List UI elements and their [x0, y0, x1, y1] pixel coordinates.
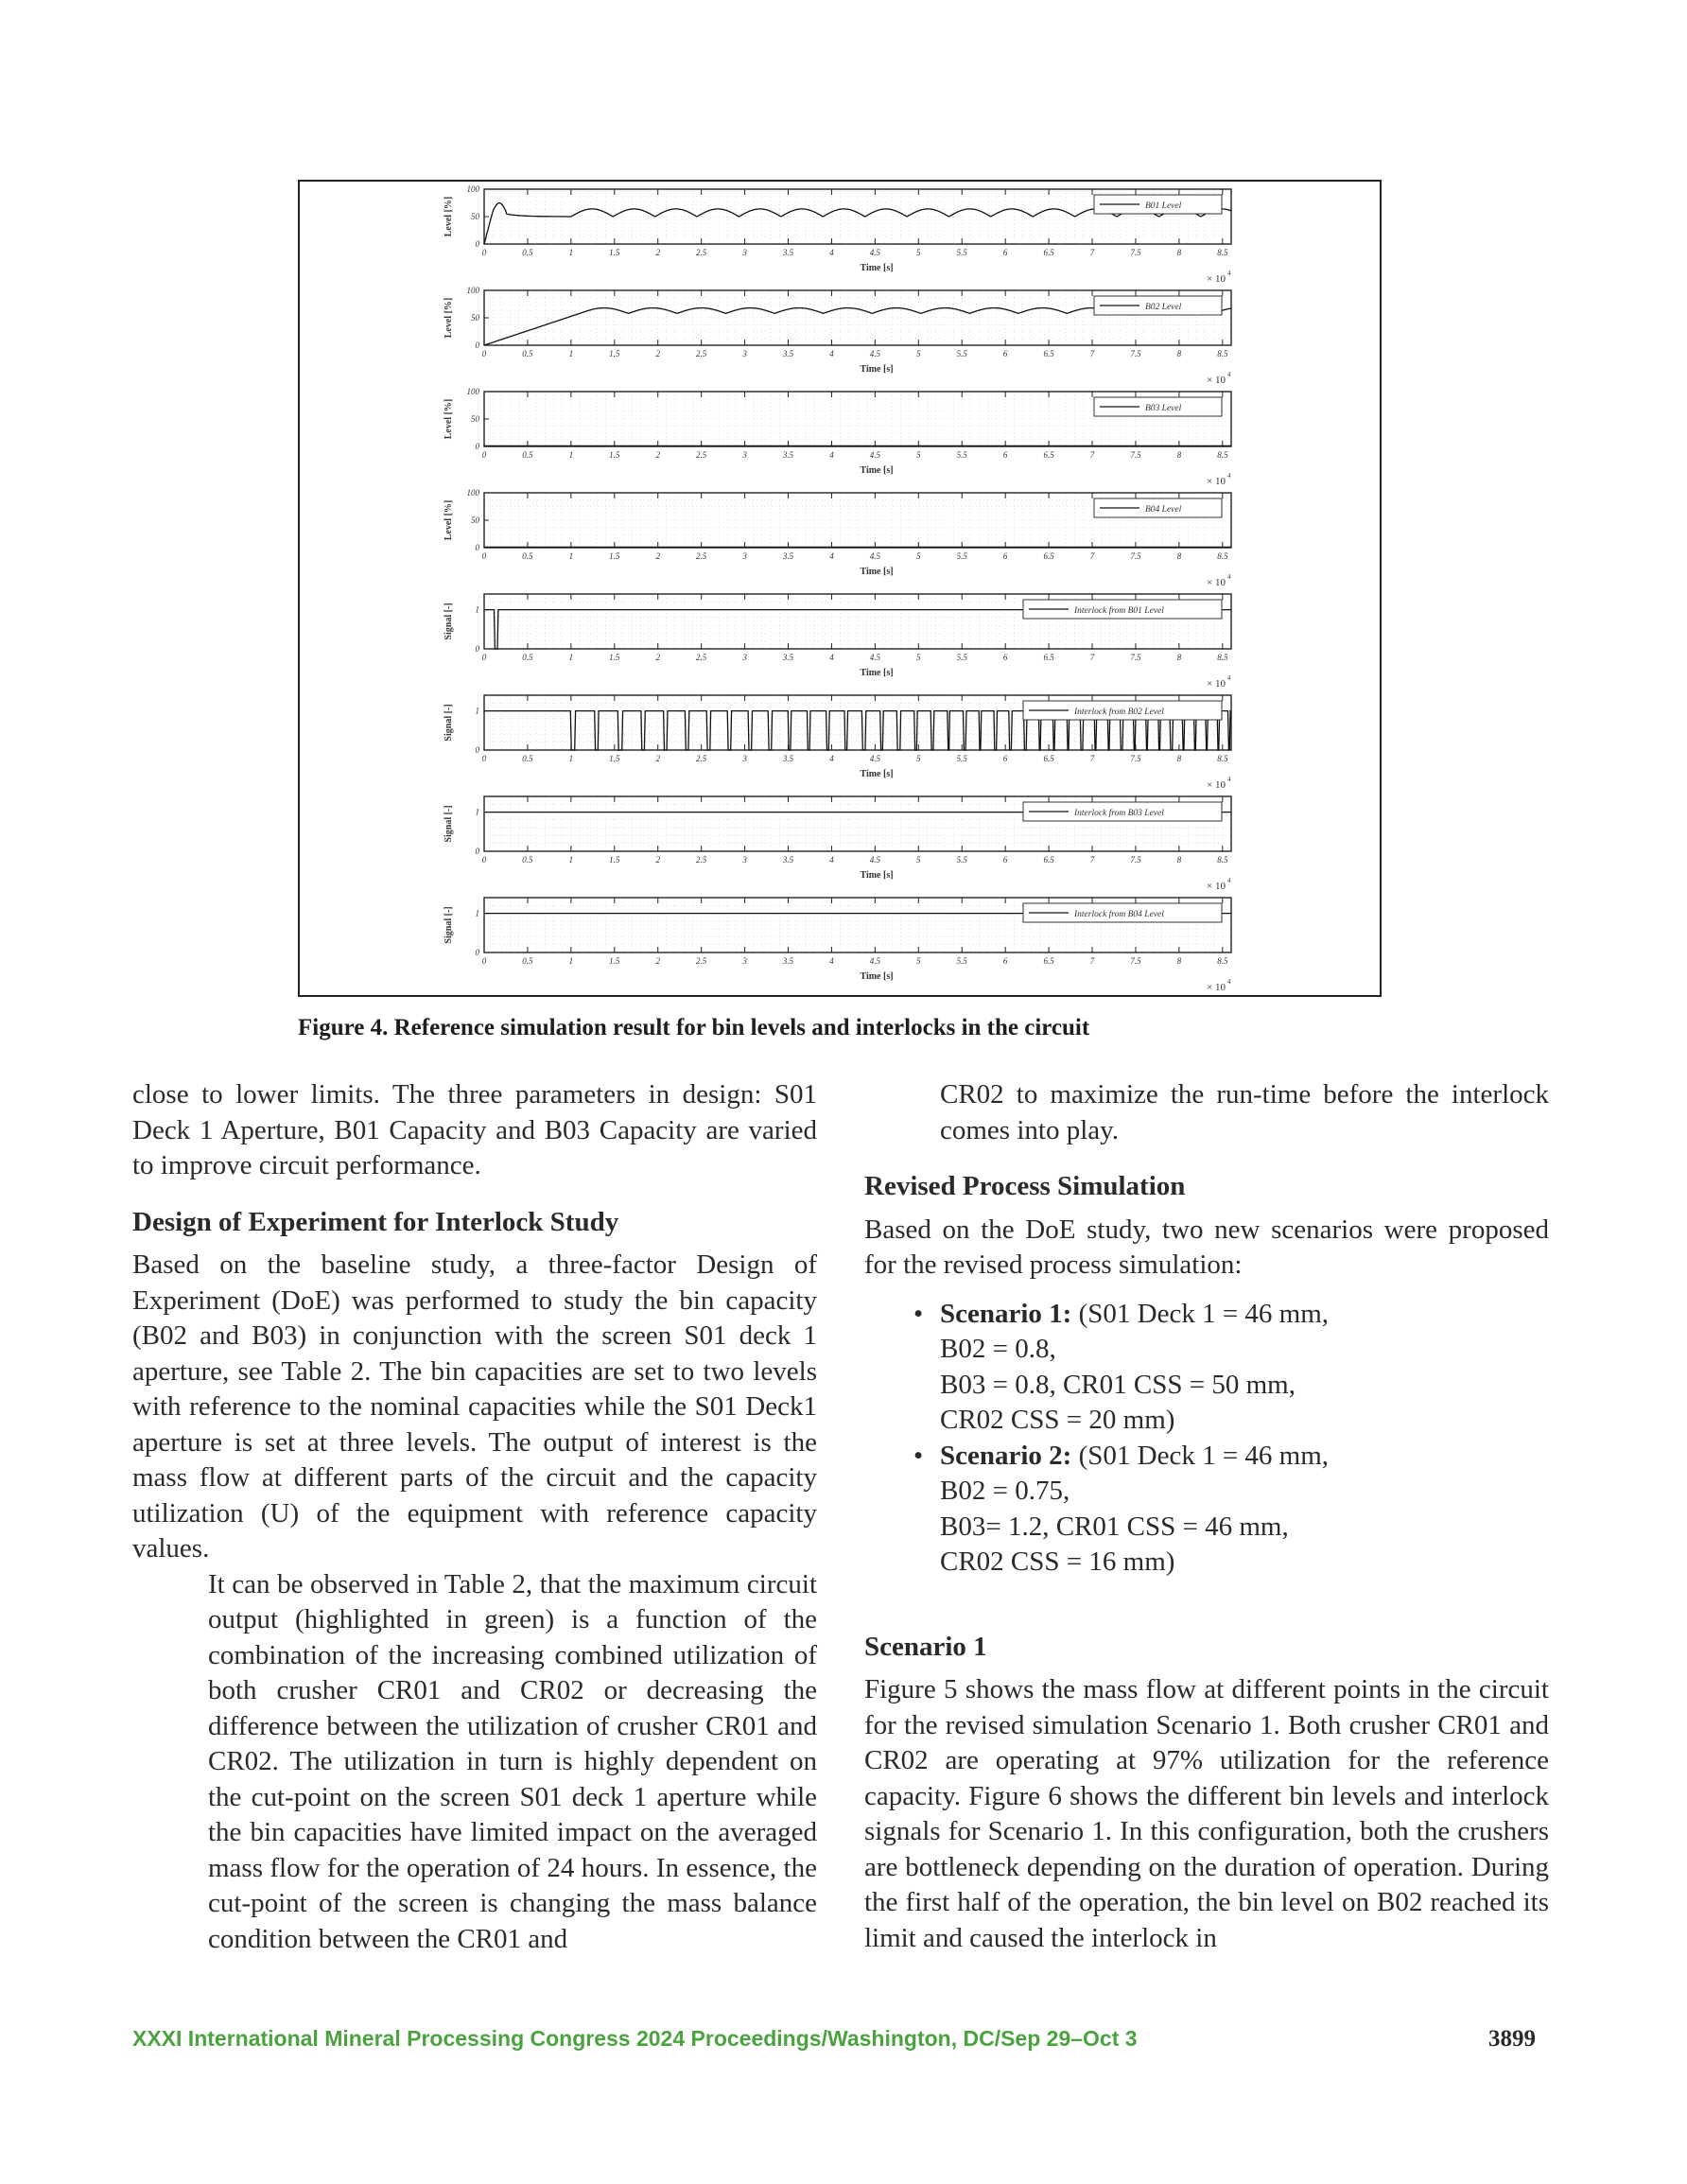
bullet-icon: •	[913, 1298, 924, 1329]
x-tick-label: 5.5	[956, 653, 967, 662]
x-tick-label: 1.5	[609, 551, 620, 561]
x-tick-label: 8	[1176, 855, 1182, 865]
x-tick-label: 2.5	[696, 855, 707, 865]
y-tick-label: 50	[471, 212, 479, 221]
footer-conference: XXXI International Mineral Processing Congress 2024 Proceedings/Washington, DC/Sep 29–Oct 3	[132, 2026, 1138, 2051]
x-tick-label: 4.5	[869, 248, 880, 257]
x-axis-label: Time [s]	[860, 364, 894, 375]
x-tick-label: 2.5	[696, 551, 707, 561]
y-tick-label: 0	[475, 341, 479, 350]
x-tick-label: 6	[1002, 551, 1008, 561]
x-scale-label: × 10	[1207, 678, 1226, 690]
x-tick-label: 0	[481, 653, 487, 662]
section-heading: Revised Process Simulation	[864, 1171, 1186, 1201]
x-tick-label: 4.5	[869, 450, 880, 460]
paragraph: close to lower limits. The three parameters in design: S01 Deck 1 Aperture, B01 Capacity and B03 Capacity are varied to improve circuit performance.	[132, 1079, 817, 1180]
x-tick-label: 8.5	[1217, 855, 1228, 865]
x-scale-label: × 10	[1207, 273, 1226, 285]
x-tick-label: 2	[655, 450, 660, 460]
x-tick-label: 6.5	[1043, 653, 1054, 662]
x-tick-label: 3.5	[782, 450, 794, 460]
x-tick-label: 4.5	[869, 855, 880, 865]
x-tick-label: 2	[655, 653, 660, 662]
paragraph: Based on the baseline study, a three-factor Design of Experiment (DoE) was performed to study the bin capacity (B02 and B03) in conjunction with the screen S01 deck 1 aperture, see Table 2. The bin capacities are set to two levels with reference to the nominal capacities while the S01 Deck1 aperture is set at three levels. The output of interest is the mass flow at different parts of the circuit and the capacity utilization (U) of the equipment with reference capacity values.	[132, 1249, 817, 1564]
x-axis-label: Time [s]	[860, 465, 894, 476]
x-tick-label: 7	[1089, 956, 1095, 966]
x-tick-label: 6	[1002, 855, 1008, 865]
x-tick-label: 0.5	[522, 349, 533, 358]
y-axis-label: Level [%]	[443, 297, 454, 339]
x-tick-label: 8.5	[1217, 349, 1228, 358]
x-axis-label: Time [s]	[860, 668, 894, 678]
x-tick-label: 6.5	[1043, 956, 1054, 966]
x-scale-exponent: 4	[1227, 877, 1231, 884]
x-tick-label: 8.5	[1217, 248, 1228, 257]
x-tick-label: 1	[568, 855, 574, 865]
x-tick-label: 1.5	[609, 248, 620, 257]
y-tick-label: 100	[466, 488, 479, 498]
legend-label: Interlock from B04 Level	[1074, 910, 1164, 919]
y-tick-label: 0	[475, 543, 479, 552]
x-tick-label: 6.5	[1043, 855, 1054, 865]
x-tick-label: 0	[481, 754, 487, 763]
x-tick-label: 2	[655, 349, 660, 358]
x-tick-label: 5	[916, 754, 921, 763]
x-tick-label: 7	[1089, 248, 1095, 257]
x-tick-label: 5	[916, 956, 921, 966]
x-tick-label: 8	[1176, 450, 1182, 460]
figure-4	[298, 180, 1382, 997]
x-scale-exponent: 4	[1227, 472, 1231, 480]
x-tick-label: 3.5	[782, 248, 794, 257]
x-tick-label: 4	[829, 754, 834, 763]
x-tick-label: 3	[742, 551, 747, 561]
section-heading: Scenario 1	[864, 1631, 987, 1662]
x-tick-label: 2	[655, 754, 660, 763]
x-axis-label: Time [s]	[860, 769, 894, 779]
x-tick-label: 3.5	[782, 956, 794, 966]
x-tick-label: 8.5	[1217, 956, 1228, 966]
x-tick-label: 7.5	[1130, 653, 1141, 662]
x-tick-label: 1	[568, 450, 574, 460]
x-tick-label: 2	[655, 551, 660, 561]
y-tick-label: 1	[475, 908, 479, 918]
y-axis-label: Signal [-]	[443, 704, 454, 742]
x-tick-label: 3	[742, 248, 747, 257]
x-tick-label: 6	[1002, 349, 1008, 358]
x-tick-label: 3	[742, 956, 747, 966]
legend-label: Interlock from B01 Level	[1074, 606, 1164, 616]
x-tick-label: 0.5	[522, 450, 533, 460]
y-tick-label: 1	[475, 706, 479, 716]
x-tick-label: 6.5	[1043, 754, 1054, 763]
x-tick-label: 8	[1176, 653, 1182, 662]
x-tick-label: 6	[1002, 956, 1008, 966]
legend-label: B02 Level	[1145, 303, 1182, 312]
x-tick-label: 6	[1002, 653, 1008, 662]
x-tick-label: 5.5	[956, 754, 967, 763]
x-tick-label: 4	[829, 450, 834, 460]
x-tick-label: 6	[1002, 754, 1008, 763]
x-tick-label: 1.5	[609, 450, 620, 460]
legend-label: B03 Level	[1145, 404, 1182, 413]
x-tick-label: 1.5	[609, 956, 620, 966]
x-tick-label: 6.5	[1043, 551, 1054, 561]
x-tick-label: 7.5	[1130, 956, 1141, 966]
left-column	[132, 1077, 817, 1957]
x-tick-label: 5	[916, 248, 921, 257]
x-tick-label: 8	[1176, 754, 1182, 763]
scenario-label: Scenario 2:	[940, 1440, 1072, 1471]
x-tick-label: 3.5	[782, 349, 794, 358]
x-tick-label: 6.5	[1043, 248, 1054, 257]
x-tick-label: 8	[1176, 248, 1182, 257]
y-axis-label: Signal [-]	[443, 805, 454, 843]
y-tick-label: 100	[466, 387, 479, 396]
x-tick-label: 1	[568, 653, 574, 662]
bullet-icon: •	[913, 1440, 924, 1471]
x-tick-label: 1	[568, 956, 574, 966]
list-item	[864, 1297, 1549, 1439]
page-number: 3899	[1488, 2026, 1536, 2052]
x-tick-label: 2.5	[696, 349, 707, 358]
x-tick-label: 5.5	[956, 551, 967, 561]
x-tick-label: 3.5	[782, 653, 794, 662]
list-item	[864, 1439, 1549, 1581]
x-scale-label: × 10	[1207, 779, 1226, 791]
x-tick-label: 2.5	[696, 248, 707, 257]
x-tick-label: 6	[1002, 450, 1008, 460]
x-tick-label: 6	[1002, 248, 1008, 257]
x-tick-label: 7.5	[1130, 349, 1141, 358]
x-tick-label: 5.5	[956, 855, 967, 865]
paragraph: Figure 5 shows the mass flow at different points in the circuit for the revised simulation Scenario 1. Both crusher CR01 and CR02 are operating at 97% utilization for the reference capacity. Figure 6 shows the different bin levels and interlock signals for Scenario 1. In this configuration, both the crushers are bottleneck depending on the duration of operation. During the first half of the operation, the bin level on B02 reached its limit and caused the interlock in	[864, 1674, 1549, 1953]
section-heading: Design of Experiment for Interlock Study	[132, 1206, 619, 1237]
x-tick-label: 1.5	[609, 349, 620, 358]
x-tick-label: 6.5	[1043, 450, 1054, 460]
x-tick-label: 7	[1089, 551, 1095, 561]
scenario-detail: (S01 Deck 1 = 46 mm,	[1071, 1440, 1330, 1471]
y-axis-label: Signal [-]	[443, 906, 454, 944]
paragraph: CR02 to maximize the run-time before the interlock comes into play.	[940, 1079, 1549, 1145]
legend-label: B01 Level	[1145, 201, 1182, 211]
figure-caption: Figure 4. Reference simulation result for bin levels and interlocks in the circuit	[298, 1015, 1090, 1040]
x-tick-label: 0	[481, 349, 487, 358]
x-tick-label: 5.5	[956, 450, 967, 460]
x-tick-label: 7	[1089, 450, 1095, 460]
x-tick-label: 4	[829, 653, 834, 662]
x-tick-label: 4	[829, 349, 834, 358]
x-tick-label: 1.5	[609, 754, 620, 763]
scenario-list	[864, 1297, 1549, 1581]
scenario-label: Scenario 1:	[940, 1298, 1072, 1329]
x-tick-label: 5.5	[956, 248, 967, 257]
y-tick-label: 50	[471, 313, 479, 323]
right-column	[864, 1077, 1549, 1956]
x-tick-label: 2.5	[696, 450, 707, 460]
x-tick-label: 5	[916, 551, 921, 561]
y-tick-label: 0	[475, 948, 479, 957]
x-tick-label: 7.5	[1130, 855, 1141, 865]
x-scale-label: × 10	[1207, 476, 1226, 487]
x-axis-label: Time [s]	[860, 567, 894, 577]
x-tick-label: 8	[1176, 349, 1182, 358]
y-tick-label: 0	[475, 442, 479, 451]
x-tick-label: 5	[916, 855, 921, 865]
scenario-detail: B02 = 0.75,	[940, 1476, 1070, 1506]
x-scale-exponent: 4	[1227, 270, 1231, 277]
x-tick-label: 2	[655, 248, 660, 257]
x-tick-label: 8.5	[1217, 450, 1228, 460]
y-axis-label: Level [%]	[443, 196, 454, 237]
x-scale-exponent: 4	[1227, 573, 1231, 581]
scenario-detail: CR02 CSS = 16 mm)	[940, 1546, 1175, 1577]
x-tick-label: 3	[742, 450, 747, 460]
x-tick-label: 1	[568, 248, 574, 257]
legend-label: Interlock from B02 Level	[1074, 708, 1164, 717]
x-scale-exponent: 4	[1227, 776, 1231, 783]
x-scale-label: × 10	[1207, 577, 1226, 588]
y-tick-label: 100	[466, 184, 479, 194]
x-tick-label: 7	[1089, 855, 1095, 865]
x-tick-label: 0.5	[522, 956, 533, 966]
x-tick-label: 3.5	[782, 754, 794, 763]
scenario-detail: B03 = 0.8, CR01 CSS = 50 mm,	[940, 1369, 1296, 1400]
x-tick-label: 0.5	[522, 653, 533, 662]
scenario-detail: CR02 CSS = 20 mm)	[940, 1405, 1175, 1435]
x-tick-label: 0	[481, 248, 487, 257]
x-scale-label: × 10	[1207, 881, 1226, 892]
x-tick-label: 3	[742, 653, 747, 662]
legend-label: B04 Level	[1145, 505, 1182, 515]
y-tick-label: 0	[475, 745, 479, 755]
x-tick-label: 4.5	[869, 653, 880, 662]
y-tick-label: 0	[475, 847, 479, 856]
x-tick-label: 5	[916, 349, 921, 358]
x-tick-label: 0	[481, 551, 487, 561]
x-tick-label: 4.5	[869, 754, 880, 763]
scenario-detail: (S01 Deck 1 = 46 mm,	[1071, 1298, 1330, 1329]
x-tick-label: 0.5	[522, 551, 533, 561]
x-tick-label: 7.5	[1130, 754, 1141, 763]
x-tick-label: 8	[1176, 551, 1182, 561]
x-tick-label: 1.5	[609, 855, 620, 865]
y-axis-label: Signal [-]	[443, 603, 454, 640]
x-tick-label: 8.5	[1217, 653, 1228, 662]
x-tick-label: 2.5	[696, 754, 707, 763]
x-tick-label: 0.5	[522, 855, 533, 865]
x-scale-exponent: 4	[1227, 978, 1231, 986]
scenario-detail: B02 = 0.8,	[940, 1334, 1056, 1364]
x-tick-label: 3.5	[782, 551, 794, 561]
scenario-detail: B03= 1.2, CR01 CSS = 46 mm,	[940, 1511, 1289, 1542]
y-tick-label: 1	[475, 807, 479, 817]
x-axis-label: Time [s]	[860, 263, 894, 273]
y-tick-label: 100	[466, 286, 479, 295]
x-tick-label: 7.5	[1130, 551, 1141, 561]
y-tick-label: 50	[471, 414, 479, 424]
x-axis-label: Time [s]	[860, 870, 894, 881]
x-tick-label: 0	[481, 855, 487, 865]
x-tick-label: 4	[829, 956, 834, 966]
x-tick-label: 4	[829, 855, 834, 865]
x-tick-label: 3	[742, 349, 747, 358]
x-tick-label: 6.5	[1043, 349, 1054, 358]
x-tick-label: 8.5	[1217, 754, 1228, 763]
x-tick-label: 0.5	[522, 754, 533, 763]
x-tick-label: 7.5	[1130, 450, 1141, 460]
figure-4-plots	[300, 182, 1380, 995]
x-tick-label: 4.5	[869, 551, 880, 561]
x-axis-label: Time [s]	[860, 971, 894, 982]
paragraph: It can be observed in Table 2, that the maximum circuit output (highlighted in green) is a function of the combination of the increasing combined utilization of both crusher CR01 and CR02 or decreasing the difference between the utilization of crusher CR01 and CR02. The utilization in turn is highly dependent on the cut-point on the screen S01 deck 1 aperture while the bin capacities have limited impact on the averaged mass flow for the operation of 24 hours. In essence, the cut-point of the screen is changing the mass balance condition between the CR01 and	[208, 1568, 817, 1954]
y-axis-label: Level [%]	[443, 398, 454, 440]
y-axis-label: Level [%]	[443, 499, 454, 541]
x-tick-label: 5	[916, 450, 921, 460]
x-scale-exponent: 4	[1227, 371, 1231, 378]
x-tick-label: 2.5	[696, 653, 707, 662]
x-tick-label: 8.5	[1217, 551, 1228, 561]
x-tick-label: 5.5	[956, 349, 967, 358]
x-tick-label: 4	[829, 551, 834, 561]
x-tick-label: 5	[916, 653, 921, 662]
x-tick-label: 4.5	[869, 349, 880, 358]
x-tick-label: 8	[1176, 956, 1182, 966]
y-tick-label: 0	[475, 644, 479, 654]
x-tick-label: 7.5	[1130, 248, 1141, 257]
x-tick-label: 1	[568, 754, 574, 763]
x-tick-label: 4.5	[869, 956, 880, 966]
x-tick-label: 2	[655, 855, 660, 865]
y-tick-label: 1	[475, 604, 479, 615]
x-tick-label: 1	[568, 551, 574, 561]
x-scale-label: × 10	[1207, 982, 1226, 993]
x-tick-label: 0.5	[522, 248, 533, 257]
y-tick-label: 50	[471, 515, 479, 525]
y-tick-label: 0	[475, 239, 479, 249]
paragraph: Based on the DoE study, two new scenarios were proposed for the revised process simulation:	[864, 1214, 1549, 1280]
x-tick-label: 3	[742, 855, 747, 865]
x-tick-label: 0	[481, 956, 487, 966]
x-tick-label: 7	[1089, 349, 1095, 358]
x-scale-label: × 10	[1207, 375, 1226, 386]
x-tick-label: 7	[1089, 754, 1095, 763]
x-scale-exponent: 4	[1227, 674, 1231, 682]
x-tick-label: 7	[1089, 653, 1095, 662]
x-tick-label: 0	[481, 450, 487, 460]
x-tick-label: 2.5	[696, 956, 707, 966]
legend-label: Interlock from B03 Level	[1074, 809, 1164, 818]
x-tick-label: 2	[655, 956, 660, 966]
x-tick-label: 5.5	[956, 956, 967, 966]
x-tick-label: 4	[829, 248, 834, 257]
x-tick-label: 3	[742, 754, 747, 763]
x-tick-label: 1	[568, 349, 574, 358]
x-tick-label: 1.5	[609, 653, 620, 662]
x-tick-label: 3.5	[782, 855, 794, 865]
